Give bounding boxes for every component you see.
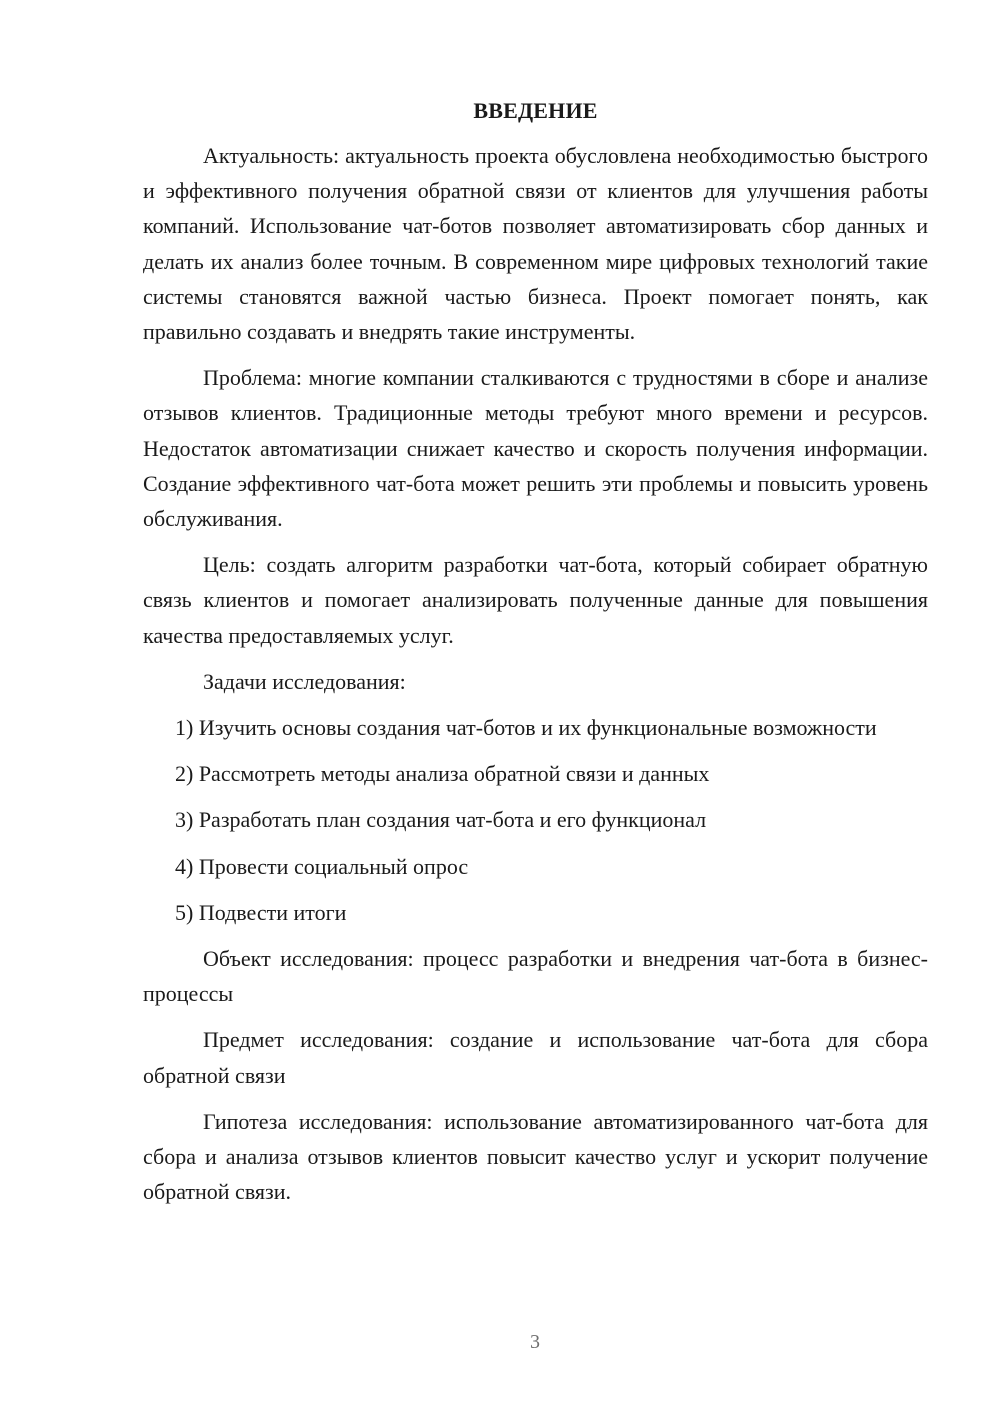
task-item-4: 4) Провести социальный опрос — [175, 853, 469, 879]
task-item-5: 5) Подвести итоги — [175, 899, 347, 925]
paragraph-subject: Предмет исследования: создание и использование чат-бота для сбора обратной связи — [143, 1027, 928, 1088]
paragraph-problem: Проблема: многие компании сталкиваются с трудностями в сборе и анализе отзывов клиентов. Традиционные методы требуют много времени и ресурсов. Недостаток автоматизации снижает качество и скорость получения информации. Создание эффективного чат-бота может решить эти проблемы и повысить уровень обслуживания. — [143, 365, 928, 532]
page-number: 3 — [530, 1331, 540, 1353]
paragraph-object: Объект исследования: процесс разработки и внедрения чат-бота в бизнес-процессы — [143, 946, 928, 1007]
heading-container — [143, 93, 928, 128]
document-page — [143, 93, 928, 1209]
task-item-1: 1) Изучить основы создания чат-ботов и их функциональные возможности — [175, 715, 877, 741]
paragraph-goal: Цель: создать алгоритм разработки чат-бота, который собирает обратную связь клиентов и помогает анализировать полученные данные для повышения качества предоставляемых услуг. — [143, 552, 928, 648]
paragraph-relevance: Актуальность: актуальность проекта обусловлена необходимостью быстрого и эффективного получения обратной связи от клиентов для улучшения работы компаний. Использование чат-ботов позволяет автоматизировать сбор данных и делать их анализ более точным. В современном мире цифровых технологий такие системы становятся важной частью бизнеса. Проект помогает понять, как правильно создавать и внедрять такие инструменты. — [143, 143, 928, 345]
paragraph-hypothesis: Гипотеза исследования: использование автоматизированного чат-бота для сбора и анализа отзывов клиентов повысит качество услуг и ускорит получение обратной связи. — [143, 1108, 928, 1205]
task-item-2: 2) Рассмотреть методы анализа обратной связи и данных — [175, 761, 710, 787]
tasks-title: Задачи исследования: — [203, 668, 406, 694]
page-title: ВВЕДЕНИЕ — [473, 98, 598, 123]
task-item-3: 3) Разработать план создания чат-бота и его функционал — [175, 807, 707, 833]
